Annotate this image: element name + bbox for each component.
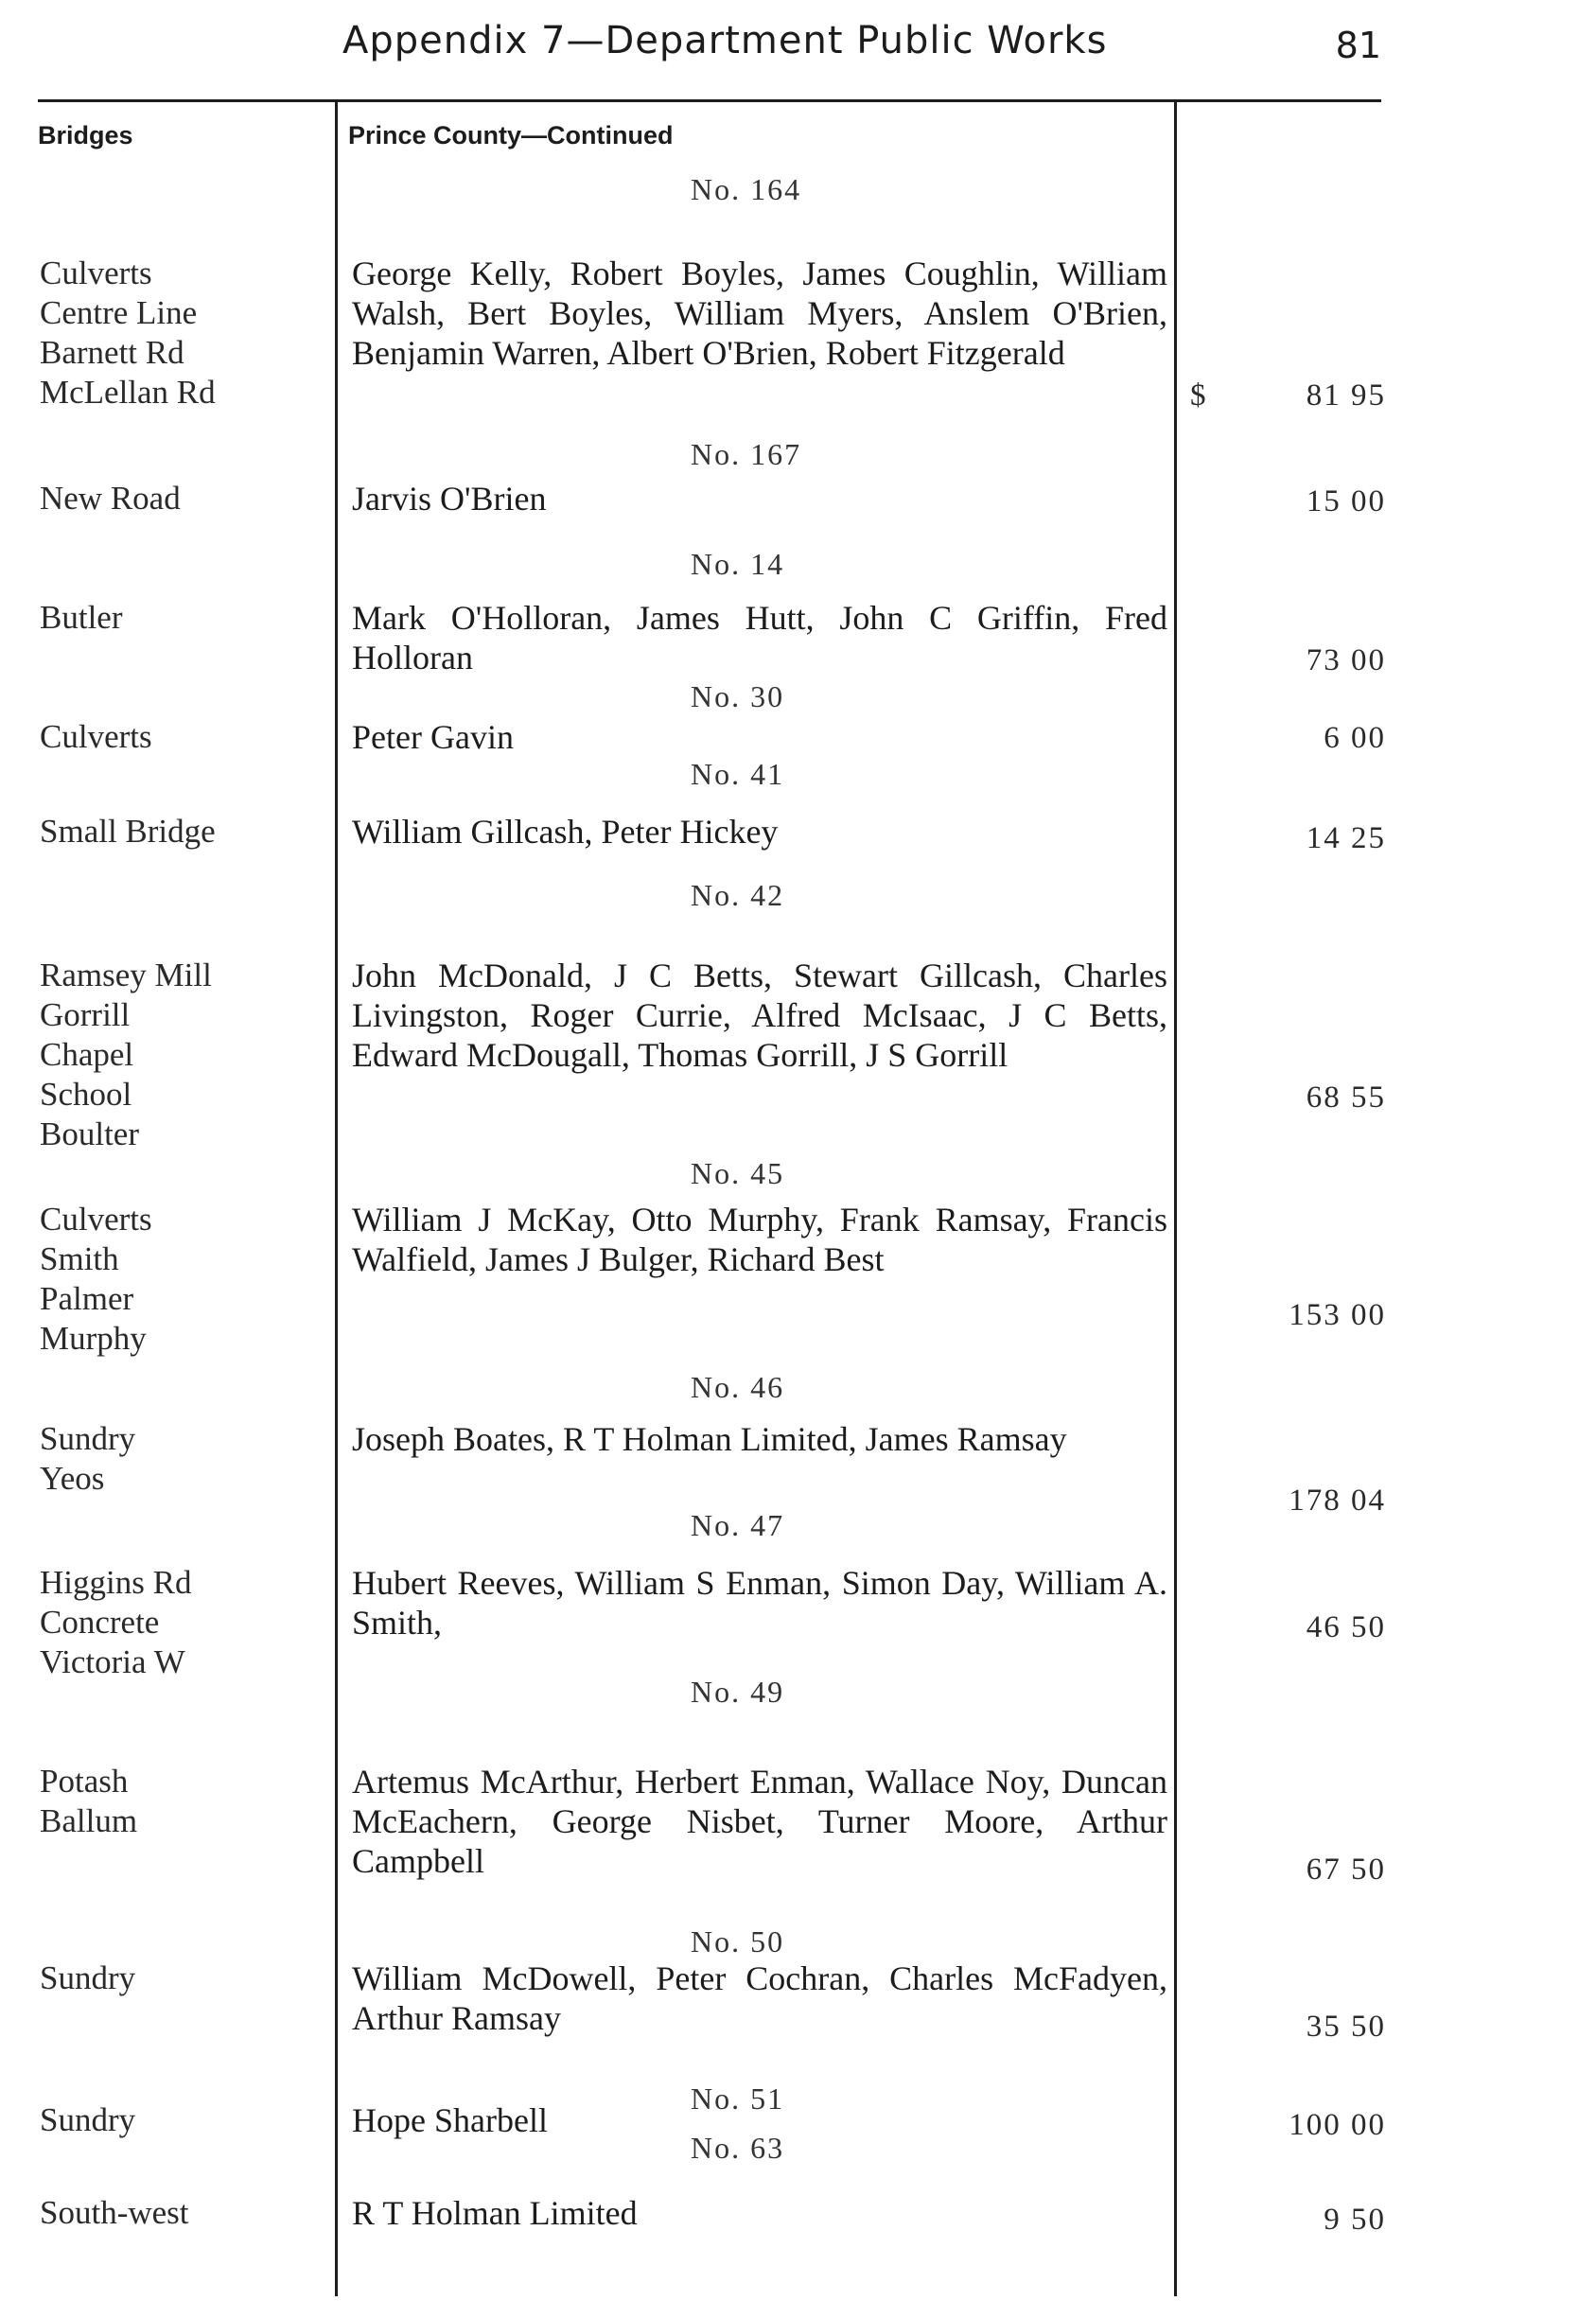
bridge-location: Concrete [40,1604,160,1641]
amount-value: 67 50 [1306,1853,1386,1887]
amount-value: 6 00 [1324,721,1386,755]
bridge-locations [40,1958,324,1998]
amount-value: 178 04 [1289,1484,1386,1518]
entry-number-heading: No. 167 [691,437,802,471]
payee-names: Peter Gavin [352,718,514,756]
amount-value: 15 00 [1306,484,1386,518]
bridge-location: Chapel [40,1036,134,1073]
bridge-location: Culverts [40,718,152,755]
bridge-locations [40,956,324,1154]
column-heading-county: Prince County—Continued [348,121,674,149]
bridge-location: Ramsey Mill [40,957,212,993]
bridge-location: Culverts [40,255,152,291]
amount-value: 153 00 [1289,1298,1386,1332]
entry-number-heading: No. 42 [691,878,785,912]
bridge-location: Culverts [40,1201,152,1238]
bridge-location: Boulter [40,1115,139,1152]
payee-names: Jarvis O'Brien [352,480,547,518]
payee-names: William McDowell, Peter Cochran, Charles McFadyen, Arthur Ramsay [352,1959,1167,2037]
amount-value: 100 00 [1289,2108,1386,2142]
payee-names: Mark O'Holloran, James Hutt, John C Griffin, Fred Holloran [352,599,1167,676]
page-number: 81 [1335,25,1381,66]
bridge-location: Sundry [40,1420,136,1457]
bridge-location: Victoria W [40,1643,185,1680]
amount-value: 73 00 [1306,643,1386,677]
bridge-locations [40,1563,324,1682]
entry-number-heading: No. 45 [691,1156,785,1190]
header-rule [38,99,1381,102]
column-heading-bridges: Bridges [38,121,133,149]
bridge-locations [40,1419,324,1499]
bridge-locations [40,2193,324,2233]
entry-number-heading: No. 63 [691,2131,785,2165]
amount-value: 81 95 [1306,378,1386,413]
bridge-locations [40,598,324,638]
bridge-location: School [40,1076,132,1113]
bridge-location: Potash [40,1763,129,1800]
bridge-location: Palmer [40,1280,134,1317]
bridge-location: Small Bridge [40,813,216,850]
entry-number-heading: No. 47 [691,1508,785,1542]
amount-value: 35 50 [1306,2010,1386,2044]
payee-names: Hubert Reeves, William S Enman, Simon Day, William A. Smith, [352,1564,1167,1642]
bridge-location: South-west [40,2194,189,2231]
bridge-locations [40,2100,324,2140]
bridge-location: New Road [40,480,181,517]
bridge-location: McLellan Rd [40,374,216,411]
entry-number-heading: No. 14 [691,547,785,581]
payee-names: Joseph Boates, R T Holman Limited, James Ramsay [352,1420,1067,1458]
bridge-location: Ballum [40,1802,138,1839]
dollar-sign: $ [1190,378,1206,413]
bridge-location: Gorrill [40,996,131,1033]
payee-names: William Gillcash, Peter Hickey [352,813,779,851]
bridge-location: Yeos [40,1460,105,1497]
bridge-location: Sundry [40,2101,136,2138]
column-divider-left [335,99,338,2296]
bridge-locations [40,812,324,852]
bridge-locations [40,1200,324,1359]
column-divider-right [1174,99,1177,2296]
bridge-locations [40,1762,324,1841]
entry-number-heading: No. 30 [691,679,785,713]
bridge-location: Higgins Rd [40,1564,192,1601]
payee-names: R T Holman Limited [352,2194,638,2232]
bridge-locations [40,254,324,413]
entry-number-heading: No. 51 [691,2081,785,2116]
amount-value: 68 55 [1306,1080,1386,1115]
bridge-location: Barnett Rd [40,334,184,371]
entry-number-heading: No. 164 [691,172,802,206]
entry-number-heading: No. 41 [691,757,785,791]
payee-names: John McDonald, J C Betts, Stewart Gillcash, Charles Livingston, Roger Currie, Alfred McIsaac, J C Betts, Edward McDougall, Thomas Gorrill, J S Gorrill [352,957,1167,1074]
bridge-location: Butler [40,599,123,636]
entry-number-heading: No. 46 [691,1370,785,1404]
bridge-location: Sundry [40,1959,136,1996]
amount-value: 46 50 [1306,1610,1386,1644]
bridge-location: Centre Line [40,294,198,331]
bridge-location: Smith [40,1240,119,1277]
bridge-locations [40,717,324,757]
bridge-locations [40,479,324,518]
payee-names: William J McKay, Otto Murphy, Frank Ramsay, Francis Walfield, James J Bulger, Richard Best [352,1201,1167,1278]
amount-value: 9 50 [1324,2203,1386,2237]
entry-number-heading: No. 50 [691,1924,785,1958]
payee-names: Artemus McArthur, Herbert Enman, Wallace Noy, Duncan McEachern, George Nisbet, Turner Moore, Arthur Campbell [352,1763,1167,1880]
bridge-location: Murphy [40,1320,147,1357]
payee-names: George Kelly, Robert Boyles, James Coughlin, William Walsh, Bert Boyles, William Myers, Anslem O'Brien, Benjamin Warren, Albert O'Brien, Robert Fitzgerald [352,255,1167,372]
running-head: Appendix 7—Department Public Works [342,19,1108,62]
entry-number-heading: No. 49 [691,1675,785,1709]
payee-names: Hope Sharbell [352,2101,548,2139]
amount-value: 14 25 [1306,821,1386,855]
